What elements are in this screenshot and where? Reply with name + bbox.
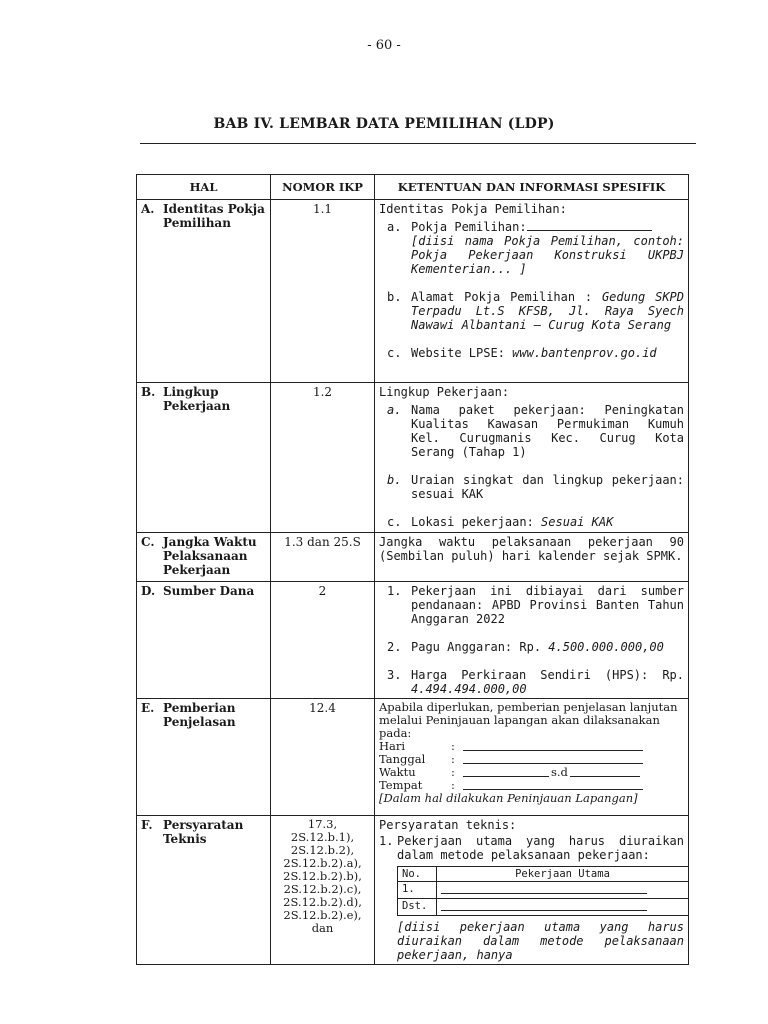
field-label: Hari: [379, 739, 406, 753]
ikp-ref: 2S.12.b.2).e),: [283, 908, 362, 922]
row-hal: [141, 818, 266, 846]
field-colon: :: [451, 765, 455, 779]
clarification-note: [Dalam hal dilakukan Peninjauan Lapangan]: [379, 791, 638, 805]
table-row: [137, 699, 689, 816]
list-item: [379, 290, 684, 332]
inner-blank-line: [441, 883, 647, 894]
field-tanggal: [379, 753, 684, 766]
main-work-table: [397, 866, 689, 916]
row-code: A.: [141, 202, 155, 216]
inner-cell-work: [437, 899, 689, 916]
row-ketentuan: [375, 699, 689, 816]
list-marker: 1.: [387, 584, 402, 598]
row-nomor-ikp: [271, 816, 375, 965]
list-item: [379, 640, 684, 654]
row-intro: Identitas Pokja Pemilihan:: [379, 202, 567, 216]
list-item: [379, 668, 684, 696]
ldp-table: [136, 174, 689, 965]
title-divider: [140, 143, 696, 144]
table-row: [398, 899, 689, 916]
row-hal-text: Persyaratan Teknis: [163, 818, 244, 846]
row-ketentuan: Jangka waktu pelaksanaan pekerjaan 90 (Sembilan puluh) hari kalender sejak SPMK.: [375, 533, 689, 582]
address-label: Alamat Pokja Pemilihan :: [411, 290, 602, 304]
list-item: [379, 346, 684, 360]
row-hal-text: Lingkup Pekerjaan: [163, 385, 231, 413]
inner-cell-no: Dst.: [398, 899, 437, 916]
row-intro: Lingkup Pekerjaan:: [379, 385, 510, 399]
row-hal-text: Pemberian Penjelasan: [163, 701, 236, 729]
list-marker: b.: [387, 290, 402, 304]
sd-label: s.d: [551, 765, 568, 779]
location-label: Lokasi pekerjaan:: [411, 515, 542, 529]
row-hal-text: Identitas Pokja Pemilihan: [163, 202, 265, 230]
row-ketentuan: [375, 200, 689, 383]
list-item: [379, 584, 684, 626]
table-row: [398, 882, 689, 899]
field-label: Tempat: [379, 778, 423, 792]
row-nomor-ikp: 1.1: [271, 200, 375, 383]
inner-header-work: Pekerjaan Utama: [437, 867, 689, 882]
inner-blank-line: [441, 900, 647, 911]
ikp-ref: 17.3,: [307, 817, 338, 831]
ikp-ref: 2S.12.b.2),: [290, 843, 355, 857]
ikp-ref: 2S.12.b.2).a),: [283, 856, 362, 870]
field-colon: :: [451, 778, 455, 792]
list-item: [379, 515, 684, 529]
page-title: BAB IV. LEMBAR DATA PEMILIHAN (LDP): [213, 116, 555, 132]
list-item: [379, 220, 684, 276]
inner-cell-no: 1.: [398, 882, 437, 899]
row-hal-text: Sumber Dana: [163, 584, 255, 598]
table-row: [137, 383, 689, 533]
ikp-ref: 2S.12.b.1),: [290, 830, 355, 844]
row-nomor-ikp: 1.3 dan 25.S: [271, 533, 375, 582]
field-blank-line: [463, 779, 643, 790]
field-colon: :: [451, 752, 455, 766]
row-hal: [141, 701, 266, 729]
list-marker: b.: [387, 473, 402, 487]
ikp-ref: 2S.12.b.2).b),: [283, 869, 362, 883]
row-code: D.: [141, 584, 156, 598]
hps-value: 4.494.494.000,00: [411, 682, 527, 696]
list-marker: c.: [387, 515, 402, 529]
website-label: Website LPSE:: [411, 346, 513, 360]
ikp-ref: 2S.12.b.2).d),: [283, 895, 362, 909]
scope-description: Uraian singkat dan lingkup pekerjaan: sesuai KAK: [411, 473, 684, 501]
header-hal: HAL: [137, 175, 271, 200]
row-hal: [141, 202, 266, 230]
website-value: www.bantenprov.go.id: [512, 346, 657, 360]
list-marker: a.: [387, 403, 402, 417]
table-row: [137, 816, 689, 965]
inner-cell-work: [437, 882, 689, 899]
ikp-ref: dan: [311, 921, 334, 935]
address-value: Gedung SKPD Terpadu Lt.S KFSB, Jl. Raya Syech Nawawi Albantani – Curug Kota Serang: [411, 290, 684, 332]
inner-header-no: No.: [398, 867, 437, 882]
list-marker: a.: [387, 220, 402, 234]
pokja-note: [diisi nama Pokja Pemilihan, contoh: Pokja Pekerjaan Konstruksi UKPBJ Kementerian... ]: [411, 234, 684, 276]
row-hal: [141, 535, 266, 577]
row-code: E.: [141, 701, 155, 715]
header-ketentuan: KETENTUAN DAN INFORMASI SPESIFIK: [375, 175, 689, 200]
location-value: Sesuai KAK: [541, 515, 614, 529]
hps-label: Harga Perkiraan Sendiri (HPS): Rp.: [411, 668, 684, 682]
funding-source: Pekerjaan ini dibiayai dari sumber pendanaan: APBD Provinsi Banten Tahun Anggaran 2022: [411, 584, 684, 626]
page-number: - 60 -: [367, 38, 401, 53]
pokja-label: Pokja Pemilihan:: [411, 220, 527, 234]
field-blank-line: [463, 766, 549, 777]
row-code: B.: [141, 385, 156, 399]
list-marker: 1.: [379, 834, 394, 848]
ikp-ref: 2S.12.b.2).c),: [283, 882, 362, 896]
main-work-text: Pekerjaan utama yang harus diuraikan dalam metode pelaksanaan pekerjaan:: [397, 834, 684, 862]
list-marker: c.: [387, 346, 402, 360]
package-name: Nama paket pekerjaan: Peningkatan Kualitas Kawasan Permukiman Kumuh Kel. Curugmanis Kec. Curug Kota Serang (Tahap 1): [411, 403, 684, 459]
clarification-intro: Apabila diperlukan, pemberian penjelasan lanjutan melalui Peninjauan lapangan akan dilaksanakan pada:: [379, 700, 678, 740]
list-marker: 3.: [387, 668, 402, 682]
row-code: C.: [141, 535, 155, 549]
inner-header-row: [398, 867, 689, 882]
field-blank-line: [570, 766, 640, 777]
row-hal: [141, 385, 266, 413]
table-row: [137, 582, 689, 699]
table-header-row: [137, 175, 689, 200]
row-nomor-ikp: 1.2: [271, 383, 375, 533]
table-row: [137, 200, 689, 383]
row-nomor-ikp: 2: [271, 582, 375, 699]
table-row: [137, 533, 689, 582]
field-colon: :: [451, 739, 455, 753]
row-intro: Persyaratan teknis:: [379, 818, 517, 832]
row-hal: [141, 584, 266, 598]
list-item: [379, 473, 684, 501]
budget-label: Pagu Anggaran: Rp.: [411, 640, 549, 654]
budget-value: 4.500.000.000,00: [548, 640, 664, 654]
list-item: [379, 403, 684, 459]
row-nomor-ikp: 12.4: [271, 699, 375, 816]
main-work-note: [diisi pekerjaan utama yang harus diuraikan dalam metode pelaksanaan pekerjaan, hanya: [397, 920, 684, 962]
row-ketentuan: [375, 383, 689, 533]
field-label: Tanggal: [379, 752, 426, 766]
field-waktu: [379, 766, 684, 779]
row-hal-text: Jangka Waktu Pelaksanaan Pekerjaan: [163, 535, 257, 577]
row-code: F.: [141, 818, 153, 832]
row-ketentuan: [375, 582, 689, 699]
field-blank-line: [463, 740, 643, 751]
row-ketentuan: [375, 816, 689, 965]
pokja-blank-line: [527, 220, 652, 231]
list-marker: 2.: [387, 640, 402, 654]
header-nomor-ikp: NOMOR IKP: [271, 175, 375, 200]
list-item: [379, 834, 684, 862]
field-blank-line: [463, 753, 643, 764]
field-label: Waktu: [379, 765, 416, 779]
